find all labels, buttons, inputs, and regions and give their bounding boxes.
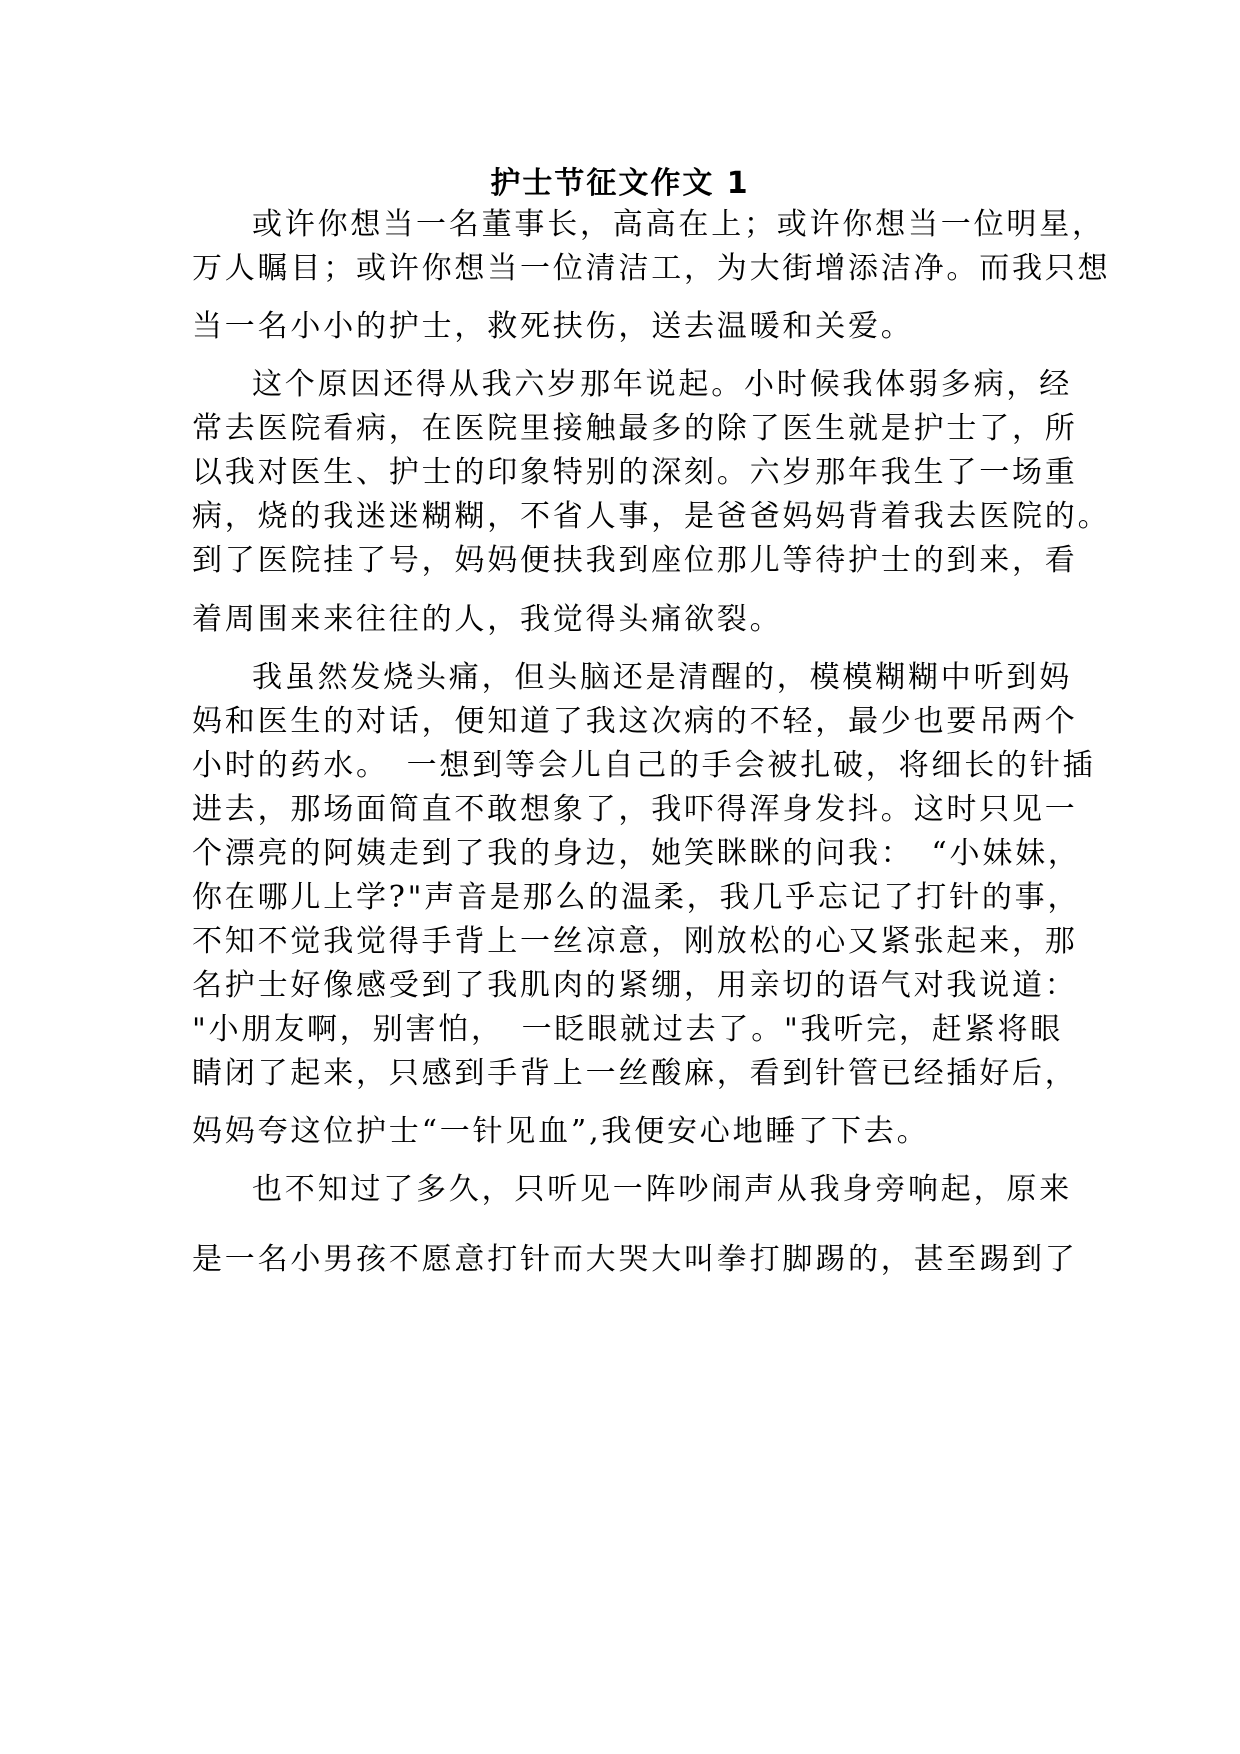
paragraph-3-line-9: "小朋友啊，别害怕， 一眨眼就过去了。"我听完，赶紧将眼 xyxy=(192,1012,1063,1047)
paragraph-2-line-5: 到了医院挂了号，妈妈便扶我到座位那儿等待护士的到来，看 xyxy=(192,543,1078,578)
paragraph-3-line-5: 个漂亮的阿姨走到了我的身边，她笑眯眯的问我： “小妹妹， xyxy=(192,836,1081,871)
paragraph-1-line-3: 当一名小小的护士，救死扶伤，送去温暖和关爱。 xyxy=(192,309,914,344)
paragraph-3-line-2: 妈和医生的对话，便知道了我这次病的不轻，最少也要吊两个 xyxy=(192,704,1078,739)
paragraph-3-line-1: 我虽然发烧头痛，但头脑还是清醒的，模模糊糊中听到妈 xyxy=(252,660,1072,695)
paragraph-4-line-1: 也不知过了多久，只听见一阵吵闹声从我身旁响起，原来 xyxy=(252,1172,1072,1207)
paragraph-1-line-2: 万人瞩目；或许你想当一位清洁工，为大街增添洁净。而我只想 xyxy=(192,251,1111,286)
paragraph-3-line-3: 小时的药水。 一想到等会儿自己的手会被扎破，将细长的针插 xyxy=(192,748,1096,783)
paragraph-4-line-2: 是一名小男孩不愿意打针而大哭大叫拳打脚踢的，甚至踢到了 xyxy=(192,1242,1078,1277)
paragraph-3-line-11: 妈妈夸这位护士“一针见血”,我便安心地睡了下去。 xyxy=(192,1114,930,1149)
paragraph-2-line-6: 着周围来来往往的人，我觉得头痛欲裂。 xyxy=(192,602,783,637)
paragraph-2-line-2: 常去医院看病，在医院里接触最多的除了医生就是护士了，所 xyxy=(192,411,1078,446)
paragraph-3-line-8: 名护士好像感受到了我肌肉的紧绷，用亲切的语气对我说道： xyxy=(192,968,1078,1003)
paragraph-3-line-10: 睛闭了起来，只感到手背上一丝酸麻，看到针管已经插好后， xyxy=(192,1056,1078,1091)
paragraph-3-line-4: 进去，那场面简直不敢想象了，我吓得浑身发抖。这时只见一 xyxy=(192,792,1078,827)
paragraph-1-line-1: 或许你想当一名董事长，高高在上；或许你想当一位明星， xyxy=(252,207,1105,242)
paragraph-3-line-6: 你在哪儿上学?"声音是那么的温柔，我几乎忘记了打针的事， xyxy=(192,880,1081,915)
document-title: 护士节征文作文 1 xyxy=(490,166,750,201)
paragraph-2-line-3: 以我对医生、护士的印象特别的深刻。六岁那年我生了一场重 xyxy=(192,455,1078,490)
paragraph-2-line-1: 这个原因还得从我六岁那年说起。小时候我体弱多病，经 xyxy=(252,367,1072,402)
paragraph-3-line-7: 不知不觉我觉得手背上一丝凉意，刚放松的心又紧张起来，那 xyxy=(192,924,1078,959)
paragraph-2-line-4: 病，烧的我迷迷糊糊，不省人事，是爸爸妈妈背着我去医院的。 xyxy=(192,499,1111,534)
